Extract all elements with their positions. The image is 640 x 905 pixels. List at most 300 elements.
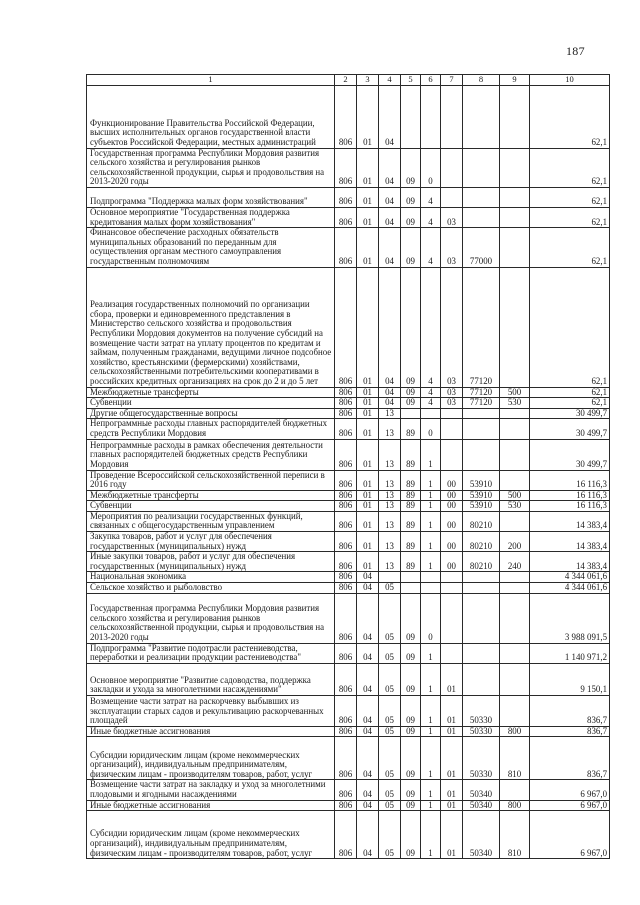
cell-program: 09 [401, 187, 421, 207]
cell-section: 01 [357, 439, 379, 470]
cell-amount: 6 967,0 [530, 780, 610, 800]
cell-subsection: 04 [379, 187, 401, 207]
cell-main-event: 01 [441, 663, 463, 695]
cell-amount: 62,1 [530, 207, 610, 227]
cell-expense-type: 500 [500, 387, 530, 398]
cell-amount: 62,1 [530, 85, 610, 148]
table-row [87, 511, 610, 531]
cell-amount: 6 967,0 [530, 800, 610, 811]
cell-subsection: 05 [379, 643, 401, 663]
cell-main-event [441, 583, 463, 594]
cell-admin-code: 806 [335, 663, 357, 695]
cell-main-event: 00 [441, 552, 463, 572]
cell-subprogram: 4 [421, 267, 441, 387]
cell-program: 09 [401, 593, 421, 643]
cell-admin-code: 806 [335, 408, 357, 419]
cell-admin-code: 806 [335, 207, 357, 227]
cell-section: 04 [357, 583, 379, 594]
cell-section: 01 [357, 490, 379, 501]
cell-expense-type [500, 228, 530, 267]
cell-main-event [441, 643, 463, 663]
cell-subsection: 13 [379, 532, 401, 552]
cell-admin-code: 806 [335, 470, 357, 490]
cell-program [401, 85, 421, 148]
cell-amount: 30 499,7 [530, 419, 610, 439]
table-row [87, 387, 610, 398]
cell-expense-type [500, 207, 530, 227]
cell-direction: 50330 [463, 737, 500, 780]
table-body [87, 75, 610, 859]
header-cell-col-9: 9 [500, 75, 530, 86]
cell-subprogram: 1 [421, 511, 441, 531]
table-row [87, 643, 610, 663]
table-row [87, 207, 610, 227]
cell-subsection: 13 [379, 439, 401, 470]
cell-direction [463, 583, 500, 594]
table-row [87, 811, 610, 859]
cell-expense-type: 240 [500, 552, 530, 572]
table-row [87, 800, 610, 811]
table-row [87, 663, 610, 695]
cell-subprogram: 1 [421, 695, 441, 726]
cell-main-event: 01 [441, 811, 463, 859]
cell-section: 01 [357, 552, 379, 572]
table-row [87, 695, 610, 726]
cell-expense-type: 810 [500, 737, 530, 780]
cell-direction [463, 187, 500, 207]
cell-program: 89 [401, 501, 421, 512]
cell-direction: 80210 [463, 552, 500, 572]
cell-direction [463, 593, 500, 643]
cell-section: 04 [357, 737, 379, 780]
cell-subprogram [421, 572, 441, 583]
cell-admin-code: 806 [335, 695, 357, 726]
cell-direction: 53910 [463, 501, 500, 512]
cell-section: 01 [357, 408, 379, 419]
cell-subsection: 13 [379, 408, 401, 419]
cell-expense-type [500, 408, 530, 419]
cell-subsection: 05 [379, 800, 401, 811]
cell-main-event: 01 [441, 726, 463, 737]
header-cell-col-4: 4 [379, 75, 401, 86]
cell-main-event: 00 [441, 532, 463, 552]
cell-main-event: 01 [441, 695, 463, 726]
cell-section: 04 [357, 780, 379, 800]
cell-section: 01 [357, 398, 379, 409]
cell-amount: 62,1 [530, 187, 610, 207]
cell-main-event: 01 [441, 800, 463, 811]
cell-description: Субвенции [87, 398, 335, 409]
cell-subsection: 05 [379, 780, 401, 800]
cell-amount: 16 116,3 [530, 490, 610, 501]
cell-main-event: 03 [441, 387, 463, 398]
cell-amount: 836,7 [530, 726, 610, 737]
cell-expense-type: 530 [500, 501, 530, 512]
cell-description: Возмещение части затрат на раскорчевку выбывших из эксплуатации старых садов и рекультивацию раскорчеванных площадей [87, 695, 335, 726]
cell-expense-type: 800 [500, 726, 530, 737]
cell-description: Непрограммные расходы главных распорядителей бюджетных средств Республики Мордовия [87, 419, 335, 439]
cell-expense-type [500, 780, 530, 800]
cell-expense-type [500, 583, 530, 594]
table-row [87, 583, 610, 594]
cell-subsection: 05 [379, 663, 401, 695]
cell-amount: 6 967,0 [530, 811, 610, 859]
cell-subprogram: 0 [421, 148, 441, 187]
cell-section: 01 [357, 511, 379, 531]
cell-direction [463, 643, 500, 663]
budget-table [86, 74, 610, 859]
cell-admin-code: 806 [335, 583, 357, 594]
cell-expense-type [500, 470, 530, 490]
cell-program: 09 [401, 267, 421, 387]
cell-amount: 30 499,7 [530, 439, 610, 470]
cell-subprogram [421, 408, 441, 419]
cell-program: 09 [401, 398, 421, 409]
cell-subprogram: 1 [421, 780, 441, 800]
cell-program: 89 [401, 532, 421, 552]
table-row [87, 532, 610, 552]
cell-section: 04 [357, 643, 379, 663]
cell-direction: 80210 [463, 532, 500, 552]
cell-subsection: 05 [379, 737, 401, 780]
table-row [87, 572, 610, 583]
table-row [87, 267, 610, 387]
cell-description: Мероприятия по реализации государственных функций, связанных с общегосударственным управлением [87, 511, 335, 531]
cell-admin-code: 806 [335, 593, 357, 643]
cell-direction [463, 663, 500, 695]
cell-expense-type [500, 187, 530, 207]
cell-description: Субсидии юридическим лицам (кроме некоммерческих организаций), индивидуальным предпринимателям, физическим лицам - производителям товаров, работ, услуг [87, 737, 335, 780]
cell-subsection: 04 [379, 207, 401, 227]
cell-direction [463, 408, 500, 419]
cell-admin-code: 806 [335, 187, 357, 207]
cell-section: 04 [357, 593, 379, 643]
cell-main-event [441, 85, 463, 148]
cell-main-event [441, 187, 463, 207]
cell-main-event [441, 408, 463, 419]
cell-direction: 50330 [463, 726, 500, 737]
table-header-row [87, 75, 610, 86]
cell-amount: 836,7 [530, 695, 610, 726]
cell-main-event: 00 [441, 511, 463, 531]
cell-subprogram: 1 [421, 663, 441, 695]
cell-expense-type [500, 267, 530, 387]
cell-subprogram: 4 [421, 228, 441, 267]
cell-expense-type [500, 593, 530, 643]
table-row [87, 85, 610, 148]
cell-subprogram [421, 85, 441, 148]
cell-subprogram: 1 [421, 737, 441, 780]
cell-main-event [441, 593, 463, 643]
cell-section: 04 [357, 663, 379, 695]
cell-subsection [379, 572, 401, 583]
header-cell-col-2: 2 [335, 75, 357, 86]
table-row [87, 439, 610, 470]
cell-subsection: 05 [379, 583, 401, 594]
cell-amount: 14 383,4 [530, 532, 610, 552]
cell-main-event: 01 [441, 780, 463, 800]
table-row [87, 726, 610, 737]
cell-main-event [441, 419, 463, 439]
cell-amount: 16 116,3 [530, 470, 610, 490]
cell-amount: 62,1 [530, 228, 610, 267]
cell-direction: 80210 [463, 511, 500, 531]
cell-admin-code: 806 [335, 439, 357, 470]
cell-expense-type: 200 [500, 532, 530, 552]
cell-admin-code: 806 [335, 780, 357, 800]
cell-direction: 50340 [463, 800, 500, 811]
table-row [87, 398, 610, 409]
cell-subsection: 13 [379, 511, 401, 531]
cell-section: 01 [357, 532, 379, 552]
table-row [87, 737, 610, 780]
cell-description: Основное мероприятие "Государственная поддержка кредитования малых форм хозяйствования" [87, 207, 335, 227]
cell-section: 01 [357, 501, 379, 512]
cell-subprogram: 1 [421, 532, 441, 552]
cell-amount: 62,1 [530, 387, 610, 398]
cell-direction: 77120 [463, 267, 500, 387]
header-cell-col-8: 8 [463, 75, 500, 86]
cell-section: 01 [357, 207, 379, 227]
cell-program [401, 572, 421, 583]
cell-description: Государственная программа Республики Мордовия развития сельского хозяйства и регулирования рынков сельскохозяйственной продукции, сырья и продовольствия на 2013-2020 годы [87, 148, 335, 187]
cell-subsection: 13 [379, 419, 401, 439]
cell-section: 01 [357, 85, 379, 148]
cell-main-event: 00 [441, 490, 463, 501]
cell-admin-code: 806 [335, 726, 357, 737]
cell-subsection: 05 [379, 593, 401, 643]
cell-subprogram: 1 [421, 470, 441, 490]
cell-subprogram: 4 [421, 387, 441, 398]
cell-program [401, 408, 421, 419]
header-cell-col-3: 3 [357, 75, 379, 86]
cell-admin-code: 806 [335, 643, 357, 663]
cell-main-event: 03 [441, 398, 463, 409]
cell-section: 04 [357, 695, 379, 726]
cell-expense-type [500, 643, 530, 663]
cell-section: 04 [357, 726, 379, 737]
cell-subprogram: 4 [421, 207, 441, 227]
table-row [87, 148, 610, 187]
cell-description: Государственная программа Республики Мордовия развития сельского хозяйства и регулирования рынков сельскохозяйственной продукции, сырья и продовольствия на 2013-2020 годы [87, 593, 335, 643]
cell-expense-type [500, 439, 530, 470]
cell-subsection: 13 [379, 552, 401, 572]
cell-subprogram: 1 [421, 490, 441, 501]
cell-section: 01 [357, 187, 379, 207]
cell-admin-code: 806 [335, 572, 357, 583]
cell-subprogram: 0 [421, 419, 441, 439]
cell-admin-code: 806 [335, 85, 357, 148]
cell-section: 04 [357, 811, 379, 859]
cell-amount: 62,1 [530, 398, 610, 409]
cell-section: 01 [357, 419, 379, 439]
table-row [87, 490, 610, 501]
cell-subprogram: 1 [421, 726, 441, 737]
cell-subsection: 04 [379, 267, 401, 387]
cell-main-event [441, 148, 463, 187]
cell-description: Основное мероприятие "Развитие садоводства, поддержка закладки и ухода за многолетними насаждениями" [87, 663, 335, 695]
cell-subprogram: 1 [421, 552, 441, 572]
cell-direction: 50330 [463, 695, 500, 726]
page-number: 187 [566, 44, 585, 58]
cell-direction [463, 207, 500, 227]
cell-admin-code: 806 [335, 800, 357, 811]
cell-section: 01 [357, 470, 379, 490]
cell-direction: 53910 [463, 470, 500, 490]
cell-subsection: 13 [379, 490, 401, 501]
cell-subsection: 04 [379, 387, 401, 398]
cell-direction [463, 148, 500, 187]
cell-direction: 50340 [463, 780, 500, 800]
cell-amount: 62,1 [530, 148, 610, 187]
cell-amount: 4 344 061,6 [530, 583, 610, 594]
cell-section: 04 [357, 572, 379, 583]
cell-admin-code: 806 [335, 148, 357, 187]
cell-subprogram: 1 [421, 643, 441, 663]
cell-expense-type: 810 [500, 811, 530, 859]
header-cell-col-5: 5 [401, 75, 421, 86]
table-row [87, 501, 610, 512]
cell-admin-code: 806 [335, 387, 357, 398]
cell-subsection: 13 [379, 470, 401, 490]
cell-program: 89 [401, 439, 421, 470]
cell-expense-type: 500 [500, 490, 530, 501]
cell-section: 01 [357, 148, 379, 187]
header-cell-col-6: 6 [421, 75, 441, 86]
cell-program: 89 [401, 552, 421, 572]
cell-section: 01 [357, 228, 379, 267]
cell-section: 01 [357, 387, 379, 398]
cell-description: Сельское хозяйство и рыболовство [87, 583, 335, 594]
cell-main-event: 03 [441, 228, 463, 267]
table-row [87, 552, 610, 572]
cell-subsection: 05 [379, 726, 401, 737]
cell-description: Непрограммные расходы в рамках обеспечения деятельности главных распорядителей бюджетных средств Республики Мордовия [87, 439, 335, 470]
cell-admin-code: 806 [335, 490, 357, 501]
cell-expense-type [500, 511, 530, 531]
cell-subprogram: 4 [421, 398, 441, 409]
cell-description: Проведение Всероссийской сельскохозяйственной переписи в 2016 году [87, 470, 335, 490]
header-cell-col-1: 1 [87, 75, 335, 86]
cell-program: 89 [401, 511, 421, 531]
cell-description: Межбюджетные трансферты [87, 490, 335, 501]
cell-section: 01 [357, 267, 379, 387]
cell-subprogram: 1 [421, 800, 441, 811]
cell-section: 04 [357, 800, 379, 811]
cell-description: Иные бюджетные ассигнования [87, 726, 335, 737]
cell-admin-code: 806 [335, 737, 357, 780]
cell-admin-code: 806 [335, 419, 357, 439]
cell-amount: 3 988 091,5 [530, 593, 610, 643]
cell-expense-type [500, 85, 530, 148]
cell-program: 09 [401, 148, 421, 187]
cell-expense-type [500, 148, 530, 187]
cell-program: 09 [401, 800, 421, 811]
cell-subsection: 13 [379, 501, 401, 512]
cell-description: Финансовое обеспечение расходных обязательств муниципальных образований по переданным для осуществления органам местного самоуправления государственным полномочиям [87, 228, 335, 267]
cell-admin-code: 806 [335, 532, 357, 552]
cell-amount: 14 383,4 [530, 511, 610, 531]
cell-main-event: 03 [441, 267, 463, 387]
cell-subprogram: 4 [421, 187, 441, 207]
cell-subsection: 04 [379, 85, 401, 148]
table-row [87, 419, 610, 439]
cell-description: Функционирование Правительства Российской Федерации, высших исполнительных органов государственной власти субъектов Российской Федерации, местных администраций [87, 85, 335, 148]
table-row [87, 228, 610, 267]
cell-direction [463, 572, 500, 583]
cell-description: Закупка товаров, работ и услуг для обеспечения государственных (муниципальных) нужд [87, 532, 335, 552]
cell-subprogram: 1 [421, 811, 441, 859]
cell-amount: 30 499,7 [530, 408, 610, 419]
cell-description: Другие общегосударственные вопросы [87, 408, 335, 419]
cell-admin-code: 806 [335, 511, 357, 531]
cell-admin-code: 806 [335, 398, 357, 409]
cell-expense-type [500, 419, 530, 439]
table-row [87, 187, 610, 207]
cell-amount: 1 140 971,2 [530, 643, 610, 663]
header-cell-col-10: 10 [530, 75, 610, 86]
cell-description: Межбюджетные трансферты [87, 387, 335, 398]
cell-program: 09 [401, 663, 421, 695]
cell-program: 09 [401, 737, 421, 780]
cell-program: 89 [401, 470, 421, 490]
cell-main-event [441, 439, 463, 470]
cell-direction: 53910 [463, 490, 500, 501]
cell-direction: 77120 [463, 398, 500, 409]
cell-subsection: 04 [379, 228, 401, 267]
table-row [87, 593, 610, 643]
cell-amount: 9 150,1 [530, 663, 610, 695]
cell-direction: 50340 [463, 811, 500, 859]
cell-direction: 77000 [463, 228, 500, 267]
cell-description: Субвенции [87, 501, 335, 512]
table-row [87, 408, 610, 419]
cell-amount: 62,1 [530, 267, 610, 387]
cell-subsection: 04 [379, 398, 401, 409]
cell-subprogram: 1 [421, 439, 441, 470]
cell-main-event: 01 [441, 737, 463, 780]
cell-expense-type [500, 663, 530, 695]
cell-expense-type [500, 572, 530, 583]
cell-program: 09 [401, 811, 421, 859]
header-cell-col-7: 7 [441, 75, 463, 86]
table-row [87, 470, 610, 490]
cell-admin-code: 806 [335, 811, 357, 859]
cell-main-event: 00 [441, 501, 463, 512]
cell-amount: 14 383,4 [530, 552, 610, 572]
cell-direction [463, 85, 500, 148]
cell-description: Субсидии юридическим лицам (кроме некоммерческих организаций), индивидуальным предпринимателям, физическим лицам - производителям товаров, работ, услуг [87, 811, 335, 859]
cell-expense-type: 530 [500, 398, 530, 409]
cell-amount: 16 116,3 [530, 501, 610, 512]
cell-admin-code: 806 [335, 267, 357, 387]
cell-main-event: 03 [441, 207, 463, 227]
cell-description: Иные закупки товаров, работ и услуг для обеспечения государственных (муниципальных) нужд [87, 552, 335, 572]
cell-subsection: 05 [379, 811, 401, 859]
cell-subprogram: 0 [421, 593, 441, 643]
cell-admin-code: 806 [335, 501, 357, 512]
cell-direction: 77120 [463, 387, 500, 398]
budget-table-container [86, 74, 609, 859]
cell-subsection: 04 [379, 148, 401, 187]
table-row [87, 780, 610, 800]
cell-amount: 836,7 [530, 737, 610, 780]
cell-program: 09 [401, 695, 421, 726]
cell-program: 09 [401, 780, 421, 800]
cell-subsection: 05 [379, 695, 401, 726]
cell-subprogram: 1 [421, 501, 441, 512]
cell-description: Реализация государственных полномочий по организации сбора, проверки и единовременного представления в Министерство сельского хозяйства и продовольствия Республики Мордовия документов на получение субсидий на возмещение части затрат на уплату процентов по кредитам и займам, полученным гражданами, ведущими личное подсобное хозяйство, крестьянскими (фермерскими) хозяйствами, сельскохозяйственными потребительскими кооперативами в российских кредитных организациях на срок до 2 и до 5 лет [87, 267, 335, 387]
